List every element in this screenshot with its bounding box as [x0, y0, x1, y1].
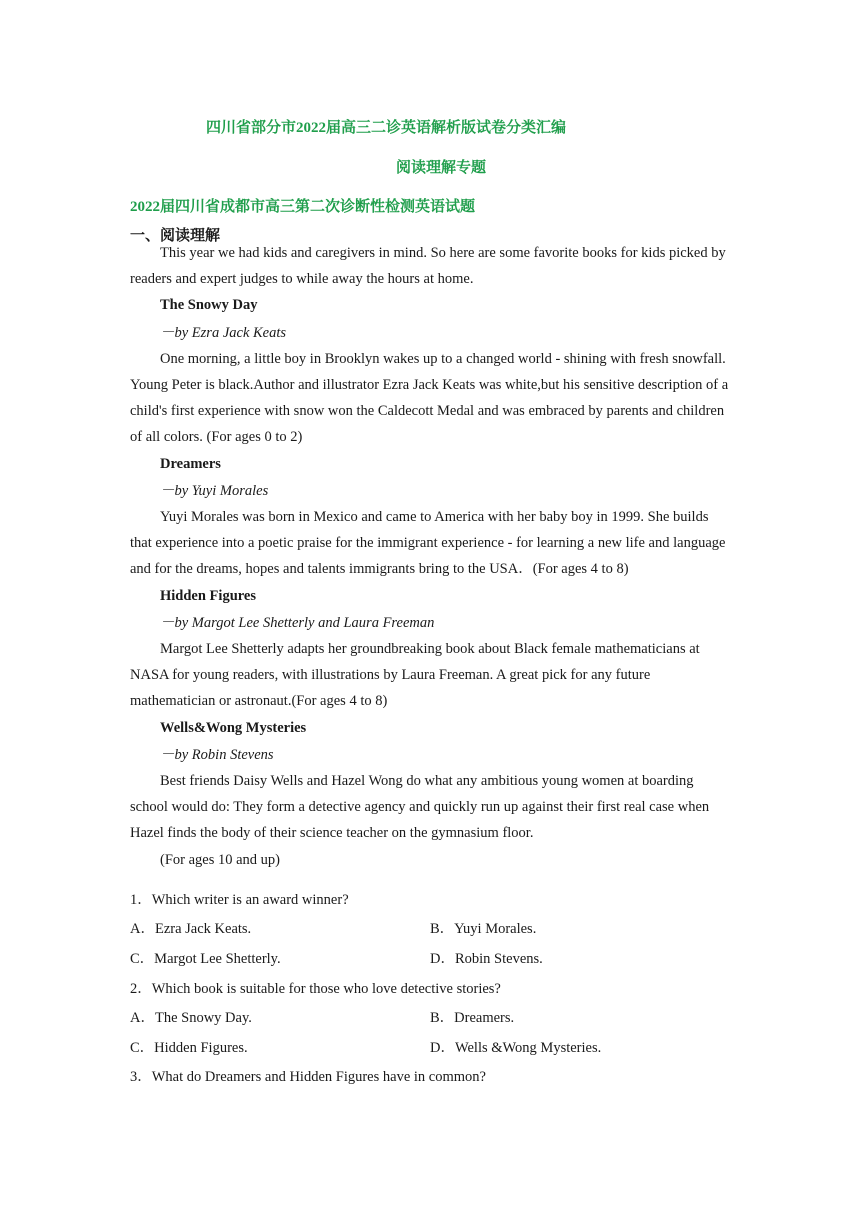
book-title: Dreamers [160, 455, 221, 472]
book-ages: (For ages 10 and up) [160, 851, 281, 868]
question-2-option-d: D．Wells &Wong Mysteries. [430, 1040, 602, 1056]
question-1-option-a: A．Ezra Jack Keats. [130, 921, 252, 937]
question-1-option-d: D．Robin Stevens. [430, 951, 543, 967]
reading-passage [130, 240, 732, 873]
question-2-option-b: B．Dreamers. [430, 1010, 515, 1026]
section-heading: 一、阅读理解 [130, 226, 221, 244]
question-2-option-c: C．Hidden Figures. [130, 1040, 248, 1056]
book-title: Hidden Figures [160, 587, 257, 604]
book-author: －by Ezra Jack Keats [160, 324, 287, 341]
document-title: 四川省部分市2022届高三二诊英语解析版试卷分类汇编 [206, 120, 567, 136]
book-description: One morning, a little boy in Brooklyn wakes up to a changed world - shining with fresh snowfall. Young Peter is black.Author and illustrator Ezra Jack Keats was white,but his sensitive description of a child's first experience with snow won the Caldecott Medal and was embraced by parents and children of all colors. (For ages 0 to 2) [130, 350, 729, 446]
book-title: Wells&Wong Mysteries [160, 719, 307, 736]
question-2-option-a: A．The Snowy Day. [130, 1010, 252, 1026]
question-1-option-c: C．Margot Lee Shetterly. [130, 951, 281, 967]
question-3-stem: 3．What do Dreamers and Hidden Figures have in common? [130, 1069, 486, 1085]
book-description: Best friends Daisy Wells and Hazel Wong do what any ambitious young women at boarding school would do: They form a detective agency and quickly run up against their first real case when Hazel finds the body of their science teacher on the gymnasium floor. [130, 773, 710, 842]
question-2-stem: 2．Which book is suitable for those who love detective stories? [130, 981, 501, 997]
question-1-option-b: B．Yuyi Morales. [430, 921, 537, 937]
passage-intro: This year we had kids and caregivers in mind. So here are some favorite books for kids picked by readers and expert judges to while away the hours at home. [130, 245, 726, 288]
document-subtitle: 阅读理解专题 [396, 160, 487, 176]
book-description: Yuyi Morales was born in Mexico and came to America with her baby boy in 1999. She builds that experience into a poetic praise for the immigrant experience - for learning a new life and language and for the dreams, hopes and talents immigrants bring to the USA．(For ages 4 to 8) [130, 509, 726, 578]
book-author: －by Yuyi Morales [160, 482, 269, 499]
book-author: －by Margot Lee Shetterly and Laura Freeman [160, 614, 435, 631]
book-title: The Snowy Day [160, 297, 258, 314]
book-description: Margot Lee Shetterly adapts her groundbreaking book about Black female mathematicians at NASA for young readers, with illustrations by Laura Freeman. A great pick for any future mathematician or astronaut.(For ages 4 to 8) [130, 641, 700, 710]
book-author: －by Robin Stevens [160, 746, 274, 763]
question-1-stem: 1．Which writer is an award winner? [130, 892, 349, 908]
exam-title: 2022届四川省成都市高三第二次诊断性检测英语试题 [130, 199, 476, 215]
